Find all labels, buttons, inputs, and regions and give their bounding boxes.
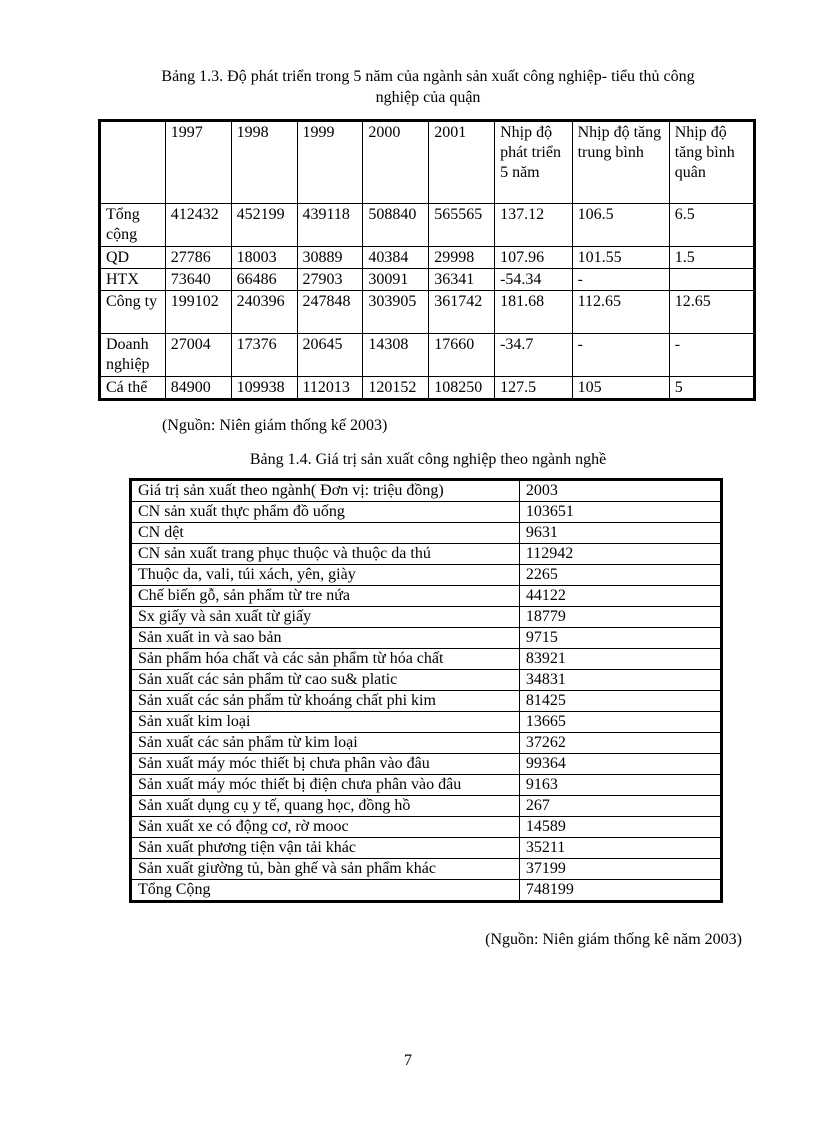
table-cell: 27903	[297, 269, 363, 291]
table-cell: 29998	[429, 247, 495, 269]
table1-caption	[100, 66, 756, 108]
table-cell: Sản xuất kim loại	[131, 712, 520, 733]
table-header-cell: Nhịp độ phát triển 5 năm	[495, 121, 573, 204]
table-cell: 36341	[429, 269, 495, 291]
table-cell: 30889	[297, 247, 363, 269]
table-cell: Cá thể	[100, 377, 166, 400]
table-cell: HTX	[100, 269, 166, 291]
table-header-cell: 1999	[297, 121, 363, 204]
table-row	[131, 544, 722, 565]
table-cell: 108250	[429, 377, 495, 400]
table-cell: 2003	[519, 480, 721, 502]
table-cell: 9715	[519, 628, 721, 649]
table-cell: 107.96	[495, 247, 573, 269]
table-cell: 83921	[519, 649, 721, 670]
table-cell: 14589	[519, 817, 721, 838]
table-cell: -	[572, 269, 669, 291]
table-cell: Sản xuất các sản phẩm từ kim loại	[131, 733, 520, 754]
table-cell: Công ty	[100, 291, 166, 334]
table-row	[131, 817, 722, 838]
table-row	[100, 269, 755, 291]
table-row	[131, 649, 722, 670]
table1-source: (Nguồn: Niên giám thống kế 2003)	[162, 417, 388, 434]
table-cell: Sản xuất các sản phẩm từ cao su& platic	[131, 670, 520, 691]
table-cell: 27786	[165, 247, 231, 269]
table-cell: -34.7	[495, 334, 573, 377]
table-row	[131, 670, 722, 691]
table-cell: 6.5	[669, 204, 754, 247]
table1-caption-line1: Bảng 1.3. Độ phát triển trong 5 năm của ngành sản xuất công nghiệp- tiểu thủ công	[161, 68, 695, 85]
table-header-cell: 2000	[363, 121, 429, 204]
table-header-cell: 1997	[165, 121, 231, 204]
table-cell: 112013	[297, 377, 363, 400]
table-cell: 1.5	[669, 247, 754, 269]
table-cell: 35211	[519, 838, 721, 859]
table-row	[131, 796, 722, 817]
table-header-cell	[100, 121, 166, 204]
table-row	[100, 291, 755, 334]
table-cell: Sản xuất phương tiện vận tải khác	[131, 838, 520, 859]
table-cell: 452199	[231, 204, 297, 247]
table-cell: 181.68	[495, 291, 573, 334]
table-cell: Sản xuất máy móc thiết bị chưa phân vào đâu	[131, 754, 520, 775]
table-row	[131, 480, 722, 502]
table-cell: 137.12	[495, 204, 573, 247]
table-row	[100, 334, 755, 377]
table-row	[100, 377, 755, 400]
table-cell: Tổng cộng	[100, 204, 166, 247]
table-cell: 361742	[429, 291, 495, 334]
table-cell: 112.65	[572, 291, 669, 334]
table-cell: Sản xuất dụng cụ y tế, quang học, đồng hồ	[131, 796, 520, 817]
table-cell: 37262	[519, 733, 721, 754]
table-row	[131, 838, 722, 859]
table-cell: 112942	[519, 544, 721, 565]
table-cell: Sản xuất in và sao bản	[131, 628, 520, 649]
table-cell: 17660	[429, 334, 495, 377]
table-cell: 240396	[231, 291, 297, 334]
table-cell: 84900	[165, 377, 231, 400]
table-row	[131, 586, 722, 607]
table-row	[131, 775, 722, 796]
table-row	[131, 754, 722, 775]
table-cell	[669, 269, 754, 291]
table-row	[131, 607, 722, 628]
table-cell: 120152	[363, 377, 429, 400]
table-cell: 103651	[519, 502, 721, 523]
table-cell: 105	[572, 377, 669, 400]
table-cell: Giá trị sản xuất theo ngành( Đơn vị: triệu đồng)	[131, 480, 520, 502]
table-row	[100, 204, 755, 247]
table-cell: 34831	[519, 670, 721, 691]
table2-caption: Bảng 1.4. Giá trị sản xuất công nghiệp theo ngành nghề	[249, 451, 607, 468]
table-cell: 99364	[519, 754, 721, 775]
table-cell: 18779	[519, 607, 721, 628]
table-cell: Sản xuất máy móc thiết bị điện chưa phân vào đâu	[131, 775, 520, 796]
table-cell: Sản xuất các sản phẩm từ khoáng chất phi kim	[131, 691, 520, 712]
table-cell: 9163	[519, 775, 721, 796]
table-row	[131, 565, 722, 586]
table-cell: 199102	[165, 291, 231, 334]
page-number: 7	[404, 1052, 412, 1069]
table-cell: 508840	[363, 204, 429, 247]
table-cell: 81425	[519, 691, 721, 712]
table1-caption-line2: nghiệp của quận	[375, 89, 481, 106]
table-header-cell: Nhịp độ tăng trung bình	[572, 121, 669, 204]
table2-source: (Nguồn: Niên giám thống kê năm 2003)	[485, 931, 742, 948]
table-cell: 13665	[519, 712, 721, 733]
table-cell: 9631	[519, 523, 721, 544]
table-cell: Sản phẩm hóa chất và các sản phẩm từ hóa chất	[131, 649, 520, 670]
table-cell: 18003	[231, 247, 297, 269]
table-row	[131, 523, 722, 544]
table-header-cell: 2001	[429, 121, 495, 204]
table-cell: -54.34	[495, 269, 573, 291]
table-cell: 106.5	[572, 204, 669, 247]
table-cell: Sx giấy và sản xuất từ giấy	[131, 607, 520, 628]
table-cell: 247848	[297, 291, 363, 334]
table-cell: CN sản xuất trang phục thuộc và thuộc da thú	[131, 544, 520, 565]
table-cell: -	[572, 334, 669, 377]
table-cell: 101.55	[572, 247, 669, 269]
table-cell: 439118	[297, 204, 363, 247]
table-cell: 109938	[231, 377, 297, 400]
table-cell: 565565	[429, 204, 495, 247]
table-cell: CN sản xuất thực phẩm đồ uống	[131, 502, 520, 523]
table-cell: 20645	[297, 334, 363, 377]
table-cell: 66486	[231, 269, 297, 291]
table-row	[131, 712, 722, 733]
table-cell: 2265	[519, 565, 721, 586]
table-cell: 412432	[165, 204, 231, 247]
table-cell: Chế biến gỗ, sản phẩm từ tre nứa	[131, 586, 520, 607]
table1-header-row	[100, 121, 755, 204]
table-cell: -	[669, 334, 754, 377]
table-cell: CN dệt	[131, 523, 520, 544]
growth-table	[98, 119, 756, 401]
table-cell: 127.5	[495, 377, 573, 400]
table-cell: Thuộc da, vali, túi xách, yên, giày	[131, 565, 520, 586]
table-cell: 17376	[231, 334, 297, 377]
table-cell: 267	[519, 796, 721, 817]
table-cell: 27004	[165, 334, 231, 377]
table-row	[100, 247, 755, 269]
table-row	[131, 880, 722, 902]
table-cell: 12.65	[669, 291, 754, 334]
table-cell: 44122	[519, 586, 721, 607]
table-cell: 303905	[363, 291, 429, 334]
table-row	[131, 502, 722, 523]
table-row	[131, 628, 722, 649]
table-cell: 40384	[363, 247, 429, 269]
table-cell: QD	[100, 247, 166, 269]
table-cell: Sản xuất giường tủ, bàn ghế và sản phẩm khác	[131, 859, 520, 880]
table-row	[131, 733, 722, 754]
table-header-cell: 1998	[231, 121, 297, 204]
table-cell: 5	[669, 377, 754, 400]
table-cell: Sản xuất xe có động cơ, rờ mooc	[131, 817, 520, 838]
table-row	[131, 859, 722, 880]
table-cell: 73640	[165, 269, 231, 291]
table-row	[131, 691, 722, 712]
table-cell: 748199	[519, 880, 721, 902]
table-cell: 37199	[519, 859, 721, 880]
table-header-cell: Nhịp độ tăng bình quân	[669, 121, 754, 204]
table-cell: Tổng Cộng	[131, 880, 520, 902]
table-cell: 30091	[363, 269, 429, 291]
industry-value-table	[129, 478, 723, 903]
table-cell: Doanh nghiệp	[100, 334, 166, 377]
table-cell: 14308	[363, 334, 429, 377]
